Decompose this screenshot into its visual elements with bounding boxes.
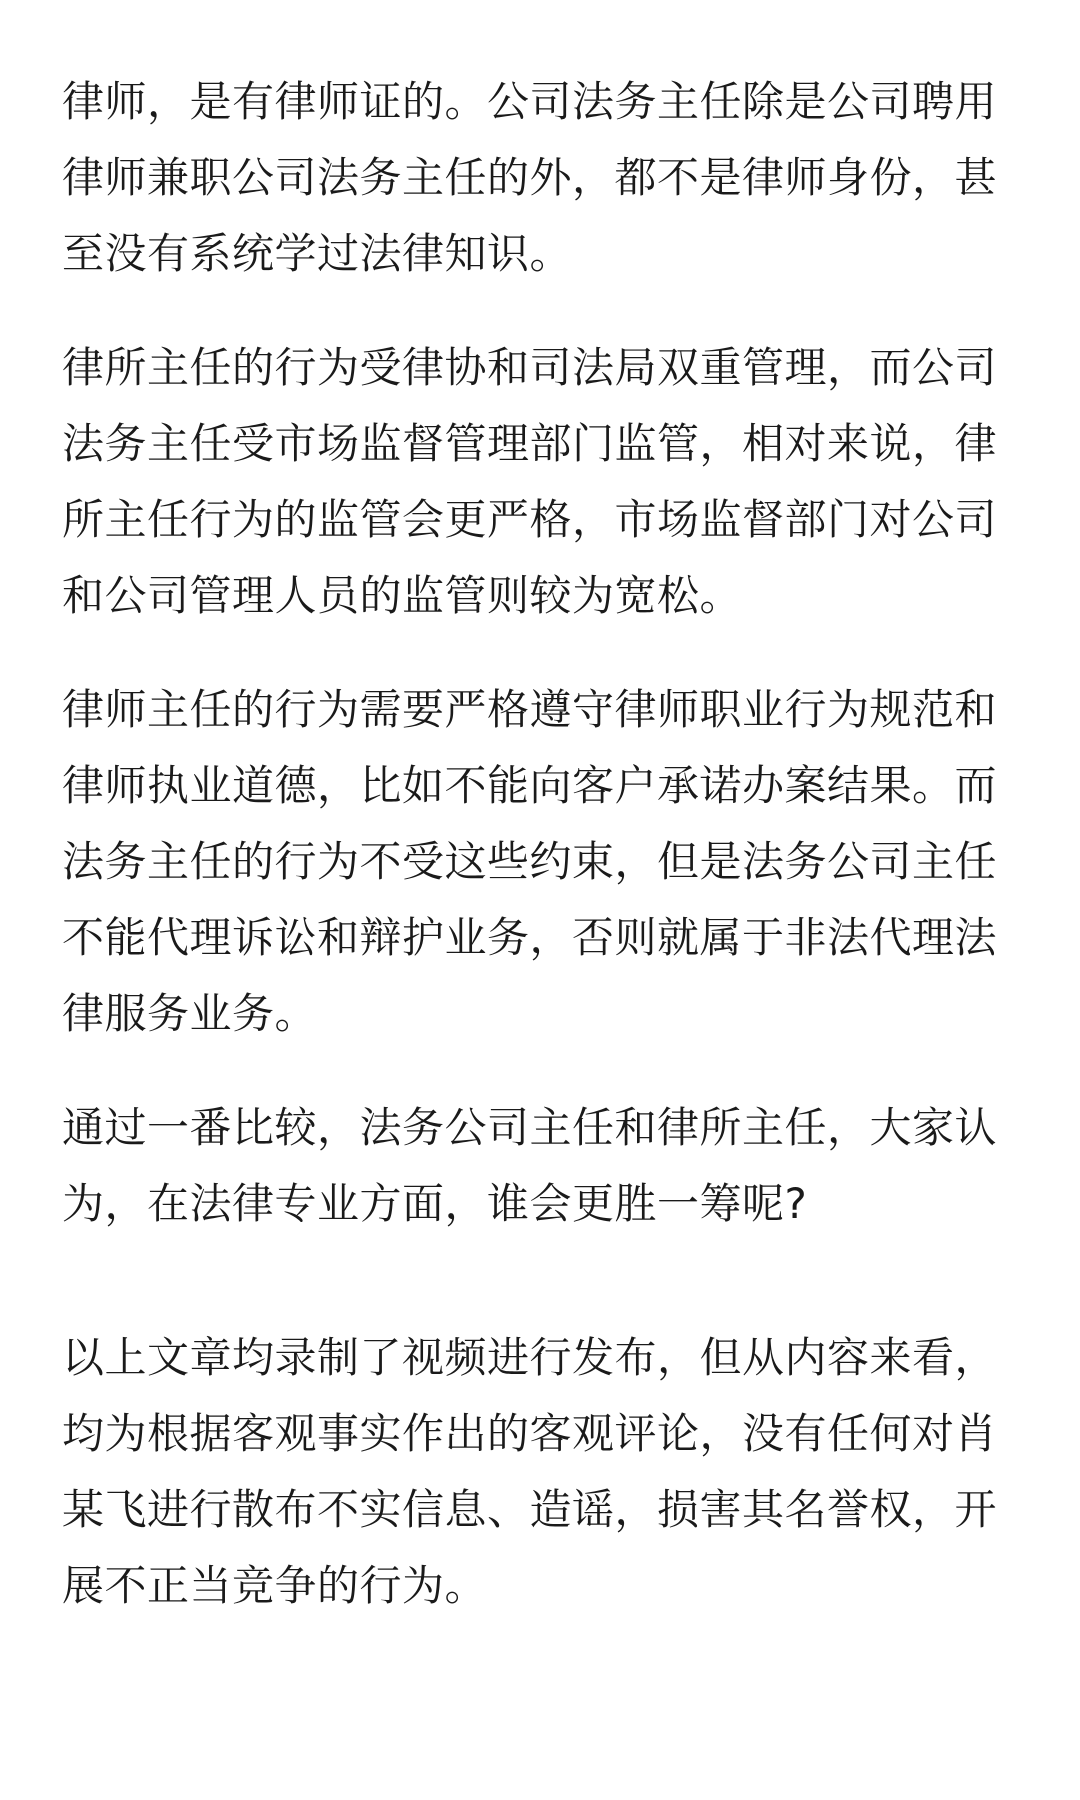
text-line: 为，在法律专业方面，谁会更胜一筹呢? bbox=[62, 1179, 808, 1228]
text-line: 通过一番比较，法务公司主任和律所主任，大家认 bbox=[62, 1103, 998, 1152]
text-line: 至没有系统学过法律知识。 bbox=[62, 229, 573, 278]
text-line: 律师兼职公司法务主任的外，都不是律师身份，甚 bbox=[62, 153, 998, 202]
text-line: 以上文章均录制了视频进行发布，但从内容来看， bbox=[62, 1333, 998, 1382]
text-line: 所主任行为的监管会更严格，市场监督部门对公司 bbox=[62, 495, 998, 544]
text-line: 律师，是有律师证的。公司法务主任除是公司聘用 bbox=[62, 77, 998, 126]
text-line: 律师主任的行为需要严格遵守律师职业行为规范和 bbox=[62, 685, 998, 734]
text-line: 展不正当竞争的行为。 bbox=[62, 1561, 488, 1610]
text-line: 律所主任的行为受律协和司法局双重管理，而公司 bbox=[62, 343, 998, 392]
text-line: 律服务业务。 bbox=[62, 989, 318, 1038]
text-line: 和公司管理人员的监管则较为宽松。 bbox=[62, 571, 743, 620]
text-line: 均为根据客观事实作出的客观评论，没有任何对肖 bbox=[62, 1409, 998, 1458]
text-line: 不能代理诉讼和辩护业务，否则就属于非法代理法 bbox=[62, 913, 998, 962]
text-line: 某飞进行散布不实信息、造谣，损害其名誉权，开 bbox=[62, 1485, 998, 1534]
text-line: 法务主任受市场监督管理部门监管，相对来说，律 bbox=[62, 419, 998, 468]
text-line: 律师执业道德，比如不能向客户承诺办案结果。而 bbox=[62, 761, 998, 810]
text-line: 法务主任的行为不受这些约束，但是法务公司主任 bbox=[62, 837, 998, 886]
